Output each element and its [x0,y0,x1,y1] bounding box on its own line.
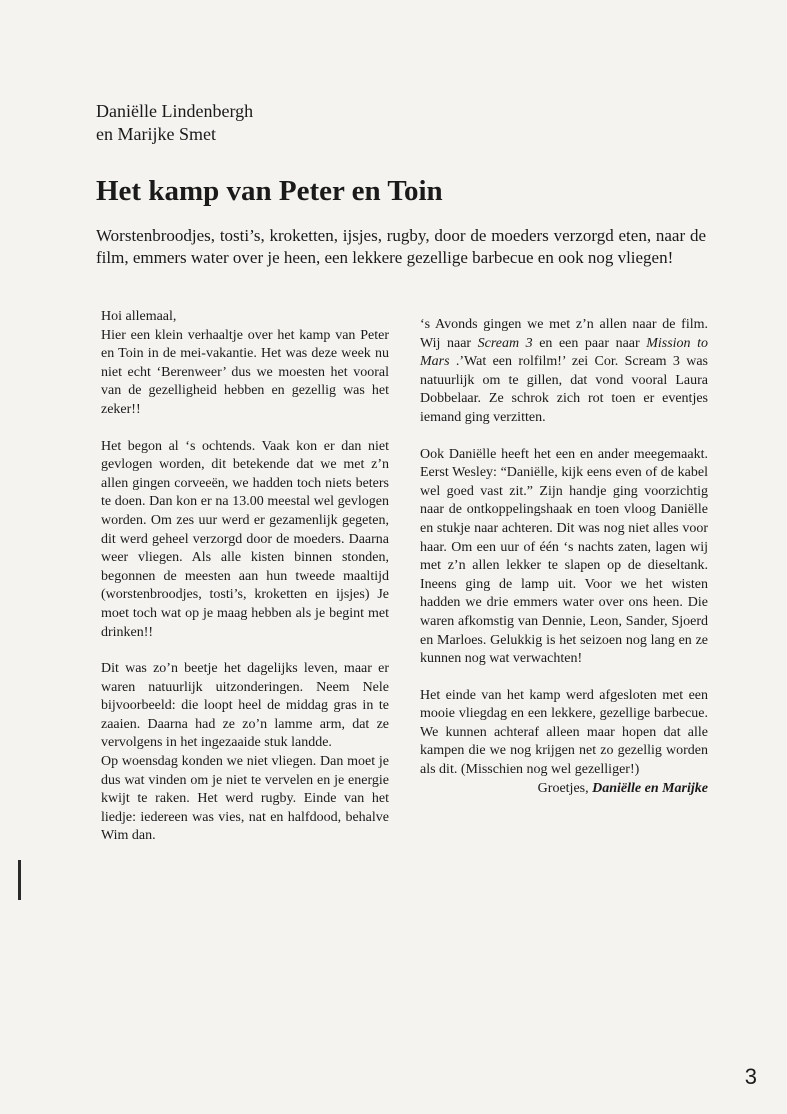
binding-mark [18,860,21,900]
article-lead: Worstenbroodjes, tosti’s, kroketten, ijsjes, rugby, door de moeders verzorgd eten, naar de film, emmers water over je heen, een lekkere gezellige barbecue en ook nog vliegen! [96,226,706,267]
signature [420,780,708,799]
greeting: Hoi allemaal, [101,309,177,324]
paragraph-exceptions: Dit was zo’n beetje het dagelijks leven, maar er waren natuurlijk uitzonderingen. Neem Nele bijvoorbeeld: die loopt heel de middag gras in te zaaien. Daarna had ze zo’n lamme arm, dat ze vervolgens in het ingezaaide stuk landde. [101,661,389,751]
author-line-1: Daniëlle Lindenbergh [96,101,254,121]
paragraph-intro: Hier een klein verhaaltje over het kamp van Peter en Toin in de mei-vakantie. Het was deze week nu niet echt ‘Berenweer’ dus we moesten het vooral van de gezelligheid hebben en gezellig was het zeker!! [101,327,389,417]
film-text-a: ‘s Avonds gingen we met z’n allen naar de film. Wij naar [420,317,708,351]
article-title: Het kamp van Peter en Toin [96,175,443,207]
paragraph-ending: Het einde van het kamp werd afgesloten met een mooie vliegdag en een lekkere, gezellige barbecue. We kunnen achteraf alleen maar hopen dat alle kampen die we nog krijgen net zo gezellig worden als dit. (Misschien nog wel gezelliger!) [420,687,708,778]
paragraph-rugby: Op woensdag konden we niet vliegen. Dan moet je dus wat vinden om je niet te vervelen en je energie kwijt te raken. Het werd rugby. Einde van het liedje: iedereen was vies, nat en halfdood, behalve Wim dan. [101,754,389,844]
signature-prefix: Groetjes, [537,780,593,796]
page-number: 3 [744,1064,757,1089]
film-title-1: Scream 3 [477,335,533,351]
paragraph-film [420,316,708,428]
film-text-b: en een paar naar [532,335,647,351]
right-column [420,316,708,816]
paragraph-daily: Het begon al ‘s ochtends. Vaak kon er dan niet gevlogen worden, dit betekende dat we met z’n allen gingen corveeën, we hadden toch niets beters te doen. Dan kon er na 13.00 meestal wel gevlogen worden. Om zes uur werd er gezamenlijk gegeten, dit werd geheel verzorgd door de moeders. Daarna weer vliegen. Als alle kisten binnen stonden, begonnen de meesten aan hun tweede maaltijd (worstenbroodjes, tosti’s, kroketten en ijsjes) Je moet toch wat op je maag hebben als je begint met drinken!! [101,438,389,640]
paragraph-danielle: Ook Daniëlle heeft het een en ander meegemaakt. Eerst Wesley: “Daniëlle, kijk eens even of de kabel wel goed vast zit.” Zijn handje ging voorzichtig naar de ontkoppelingshaak en toen vloog Daniëlle en stukje naar achteren. Dit was nog niet alles voor haar. Om een uur of één ‘s nachts zaten, lagen wij met z’n allen lekker te slapen op de dieseltank. Ineens ging de lamp uit. Voor we het wisten hadden we drie emmers water over ons heen. Die waren afkomstig van Dennie, Leon, Sander, Sjoerd en Marloes. Gelukkig is het seizoen nog lang en ze kunnen nog wat verwachten! [420,446,708,667]
left-column [101,308,389,864]
author-block [96,100,253,146]
film-text-c: .’Wat een rolfilm!’ zei Cor. Scream 3 was natuurlijk om te gillen, dat vond vooral Laura Dobbelaar. Ze schrok zich rot toen er eventjes iemand ging verzitten. [420,354,708,425]
show-through-title [430,118,436,152]
signature-names: Daniëlle en Marijke [592,780,708,796]
film-title-2: Mission to Mars [420,335,708,370]
author-line-2: en Marijke Smet [96,124,216,144]
